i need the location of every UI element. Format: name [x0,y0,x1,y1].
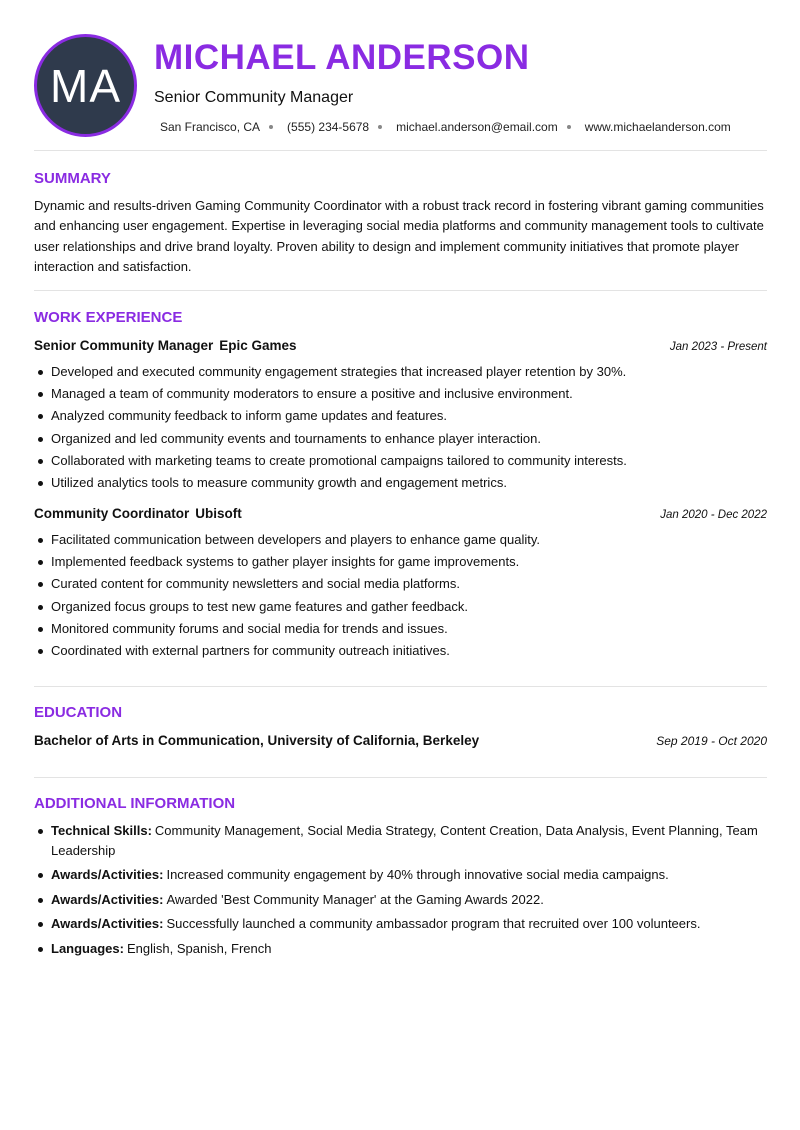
job-dates: Jan 2020 - Dec 2022 [660,509,767,521]
job-title [34,338,297,353]
info-label: Technical Skills: [51,823,152,838]
section-divider [34,686,767,687]
list-item [34,914,769,934]
list-item: Utilized analytics tools to measure community growth and engagement metrics. [34,472,767,494]
section-divider [34,290,767,291]
job-role: Senior Community Manager [34,338,214,353]
job-dates: Jan 2023 - Present [669,341,767,353]
work-experience-heading: WORK EXPERIENCE [34,309,183,326]
separator-dot-icon [269,125,273,129]
list-item: Coordinated with external partners for community outreach initiatives. [34,640,767,662]
contact-location: San Francisco, CA [160,120,261,134]
info-text: Community Management, Social Media Strategy, Content Creation, Data Analysis, Event Planning, Team Leadership [51,823,758,858]
info-label: Languages: [51,940,124,956]
additional-info-heading: ADDITIONAL INFORMATION [34,795,236,812]
info-text: Awarded 'Best Community Manager' at the Gaming Awards 2022. [166,891,544,907]
contact-bar [160,120,731,134]
info-label: Awards/Activities: [51,916,164,931]
list-item [34,821,769,860]
summary-heading: SUMMARY [34,170,111,187]
info-text: Increased community engagement by 40% through innovative social media campaigns. [166,867,669,882]
list-item: Analyzed community feedback to inform game updates and features. [34,405,767,427]
candidate-name: MICHAEL ANDERSON [154,38,530,77]
section-divider [34,777,767,778]
avatar-initials: MA [50,59,121,112]
contact-phone: (555) 234-5678 [287,120,370,134]
info-label: Awards/Activities: [51,867,164,882]
job-bullets [34,529,767,662]
list-item: Developed and executed community engagement strategies that increased player retention by 30%. [34,361,767,383]
additional-info-list [34,821,769,963]
separator-dot-icon [378,125,382,129]
education-dates: Sep 2019 - Oct 2020 [656,734,767,748]
candidate-headline: Senior Community Manager [154,89,354,106]
job-header [34,506,767,521]
list-item [34,939,769,959]
list-item: Organized focus groups to test new game features and gather feedback. [34,596,767,618]
separator-dot-icon [567,125,571,129]
education-degree: Bachelor of Arts in Communication, University of California, Berkeley [34,733,480,748]
job-company: Epic Games [219,338,297,353]
list-item: Collaborated with marketing teams to create promotional campaigns tailored to community interests. [34,450,767,472]
info-text: English, Spanish, French [126,940,272,956]
contact-website[interactable]: www.michaelanderson.com [584,120,731,134]
list-item: Organized and led community events and tournaments to enhance player interaction. [34,428,767,450]
contact-email[interactable]: michael.anderson@email.com [396,120,558,134]
job-role: Community Coordinator [34,506,190,521]
info-label: Awards/Activities: [51,891,164,907]
list-item: Implemented feedback systems to gather player insights for game improvements. [34,551,767,573]
list-item: Monitored community forums and social media for trends and issues. [34,618,767,640]
list-item: Facilitated communication between developers and players to enhance game quality. [34,529,767,551]
job-bullets [34,361,767,494]
summary-text: Dynamic and results-driven Gaming Community Coordinator with a robust track record in fostering vibrant gaming communities and enhancing user engagement. Expertise in leveraging social media platforms and community management tools to cultivate user relationships and drive brand loyalty. Proven ability to design and implement community initiatives that promote player interaction and satisfaction. [34,198,764,274]
list-item [34,890,769,910]
info-text: Successfully launched a community ambassador program that recruited over 100 volunteers. [166,916,701,931]
section-divider [34,150,767,151]
list-item: Curated content for community newsletters and social media platforms. [34,573,767,595]
avatar [34,34,137,137]
job-header [34,338,767,353]
list-item: Managed a team of community moderators to ensure a positive and inclusive environment. [34,383,767,405]
job-title [34,506,242,521]
list-item [34,865,769,885]
job-company: Ubisoft [195,506,242,521]
education-heading: EDUCATION [34,704,123,721]
education-entry [34,733,767,748]
